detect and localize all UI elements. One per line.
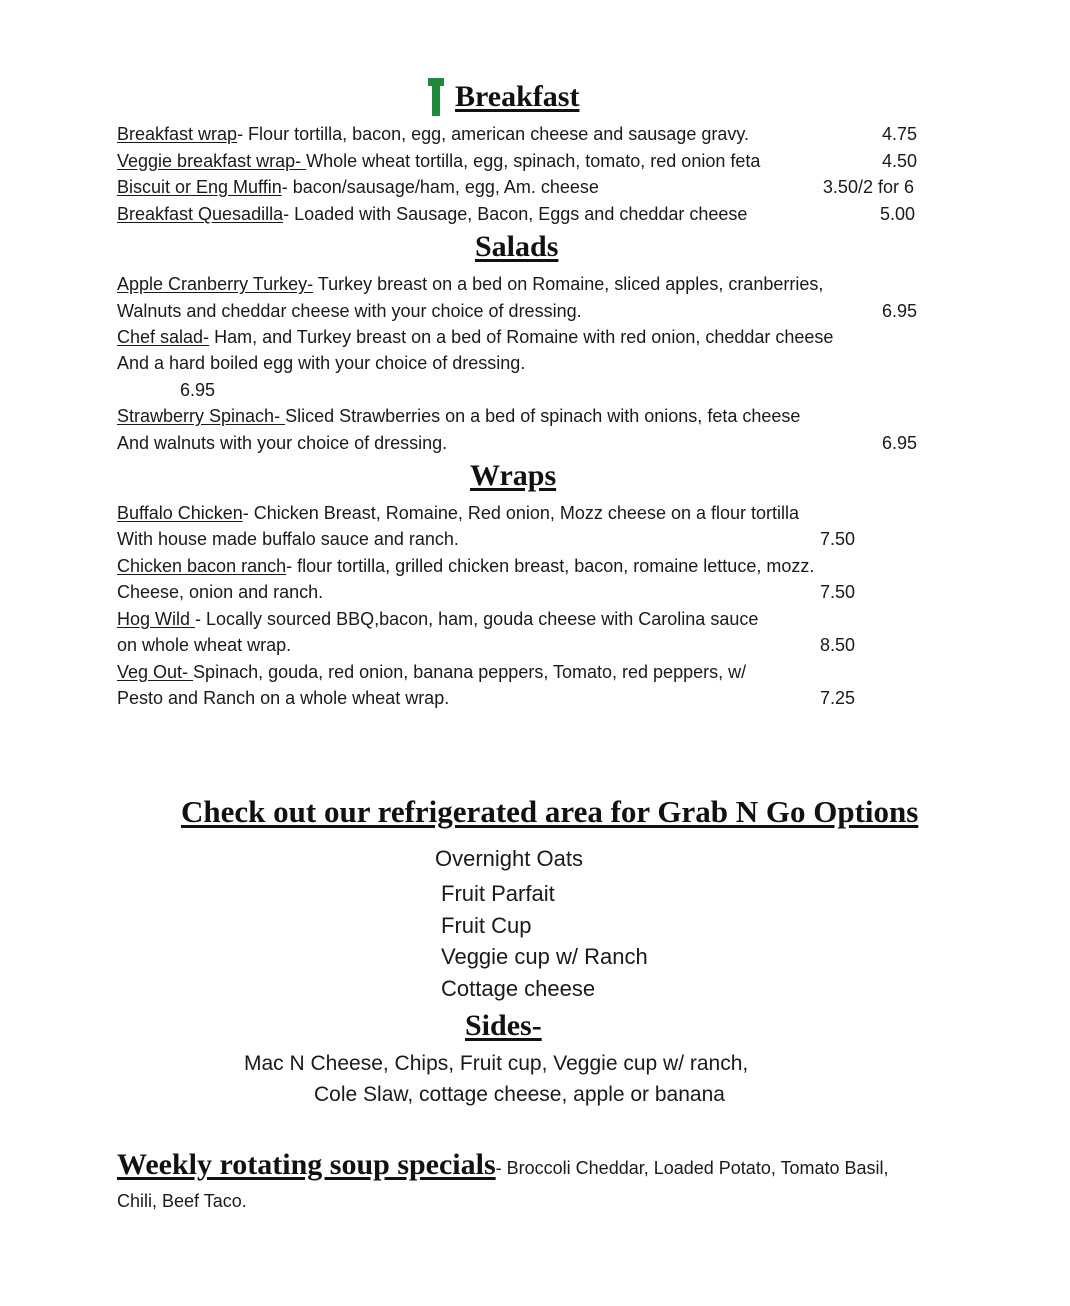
menu-item: Veg Out- Spinach, gouda, red onion, banana peppers, Tomato, red peppers, w/ (117, 662, 747, 682)
breakfast-heading: Breakfast (455, 80, 580, 113)
grab-item: Overnight Oats (435, 846, 583, 871)
menu-item: Veggie breakfast wrap- Whole wheat tortilla, egg, spinach, tomato, red onion feta (117, 151, 761, 171)
menu-item: Apple Cranberry Turkey- Turkey breast on a bed on Romaine, sliced apples, cranberries, (117, 274, 824, 294)
menu-item-price: 4.75 (881, 124, 917, 144)
menu-item: Chicken bacon ranch- flour tortilla, grilled chicken breast, bacon, romaine lettuce, mozz. (117, 556, 815, 576)
menu-item: Breakfast wrap- Flour tortilla, bacon, egg, american cheese and sausage gravy. (117, 124, 750, 144)
soup-heading: Weekly rotating soup specials (117, 1148, 496, 1181)
salads-heading: Salads (475, 230, 559, 263)
menu-item-price: 6.95 (881, 301, 917, 321)
menu-item: Breakfast Quesadilla- Loaded with Sausage, Bacon, Eggs and cheddar cheese (117, 204, 748, 224)
grab-item: Veggie cup w/ Ranch (441, 944, 648, 969)
menu-item: Hog Wild - Locally sourced BBQ,bacon, ham, gouda cheese with Carolina sauce (117, 609, 759, 629)
soup-list-cont: Chili, Beef Taco. (117, 1191, 247, 1211)
menu-item-price: 7.50 (819, 582, 855, 602)
menu-item-price: 7.50 (819, 529, 855, 549)
menu-item-price: 3.50/2 for 6 (822, 177, 914, 197)
menu-item-price: 6.95 (881, 433, 917, 453)
wraps-heading: Wraps (470, 459, 557, 492)
menu-item-desc: on whole wheat wrap. (117, 635, 292, 655)
menu-item-desc: And walnuts with your choice of dressing. (117, 433, 448, 453)
menu-item-price: 8.50 (819, 635, 855, 655)
menu-item: Chef salad- Ham, and Turkey breast on a bed of Romaine with red onion, cheddar cheese (117, 327, 834, 347)
menu-item: Biscuit or Eng Muffin- bacon/sausage/ham, egg, Am. cheese (117, 177, 599, 197)
sides-text: Mac N Cheese, Chips, Fruit cup, Veggie cup w/ ranch, (244, 1052, 749, 1075)
menu-item: Buffalo Chicken- Chicken Breast, Romaine, Red onion, Mozz cheese on a flour tortilla (117, 503, 800, 523)
grab-item: Fruit Cup (441, 913, 532, 938)
grab-item: Fruit Parfait (441, 881, 555, 906)
green-pin-icon (428, 78, 444, 116)
grab-item: Cottage cheese (441, 976, 596, 1001)
sides-text: Cole Slaw, cottage cheese, apple or banana (314, 1083, 725, 1106)
menu-item-desc: And a hard boiled egg with your choice of dressing. (117, 353, 526, 373)
menu-item-desc: Cheese, onion and ranch. (117, 582, 324, 602)
menu-item-desc: Pesto and Ranch on a whole wheat wrap. (117, 688, 450, 708)
menu-item-desc: Walnuts and cheddar cheese with your choice of dressing. (117, 301, 582, 321)
menu-item-price: 5.00 (879, 204, 915, 224)
menu-item-price: 7.25 (819, 688, 855, 708)
soup-line (117, 1148, 889, 1182)
sides-heading: Sides- (465, 1009, 542, 1042)
menu-item: Strawberry Spinach- Sliced Strawberries on a bed of spinach with onions, feta cheese (117, 406, 801, 426)
menu-item-desc: With house made buffalo sauce and ranch. (117, 529, 459, 549)
menu-item-price: 4.50 (881, 151, 917, 171)
grab-n-go-heading: Check out our refrigerated area for Grab N Go Options (181, 794, 919, 829)
soup-list: - Broccoli Cheddar, Loaded Potato, Tomato Basil, (495, 1158, 889, 1178)
menu-item-price: 6.95 (180, 380, 216, 400)
